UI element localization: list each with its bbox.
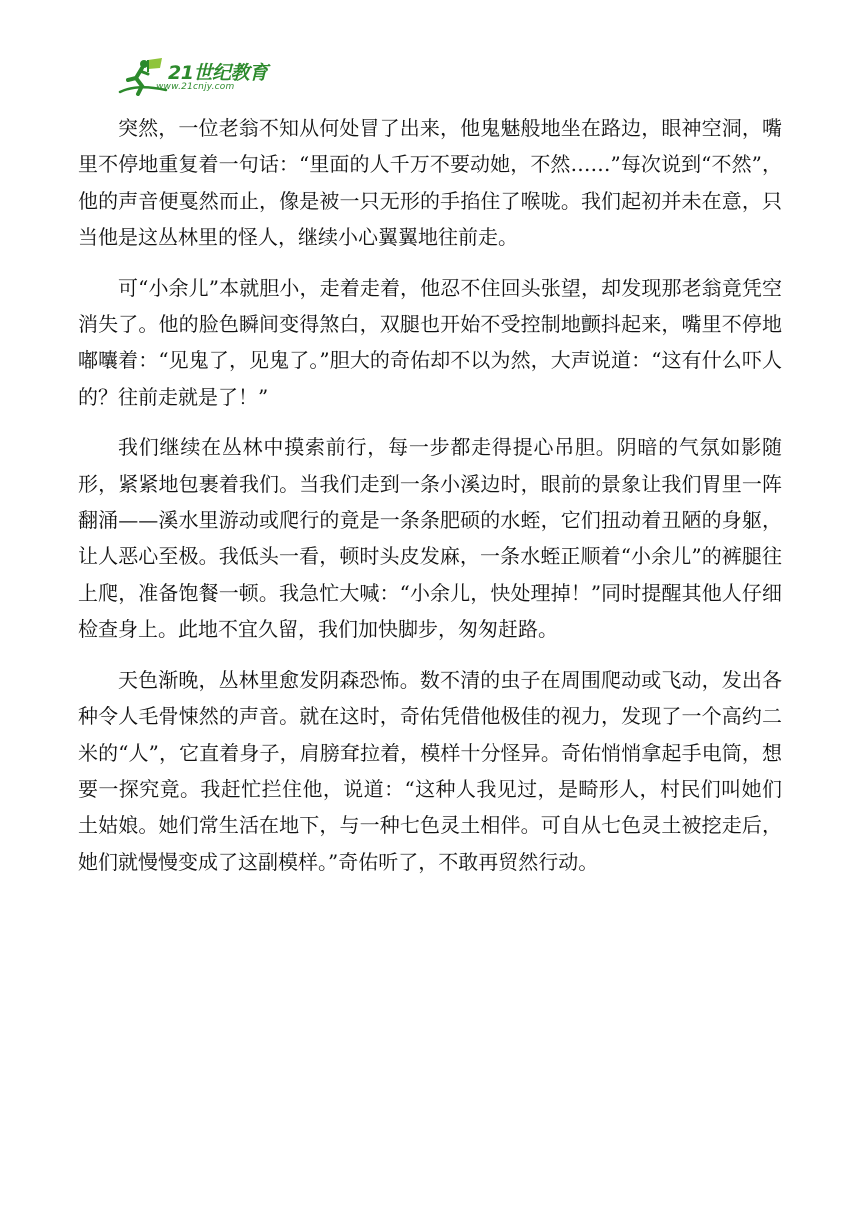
- logo-title: 21世纪教育: [168, 62, 268, 84]
- logo-url: www.21cnjy.com: [156, 82, 235, 92]
- paragraph: 天色渐晚，丛林里愈发阴森恐怖。数不清的虫子在周围爬动或飞动，发出各种令人毛骨悚然的声音。就在这时，奇佑凭借他极佳的视力，发现了一个高约二米的“人”，它直着身子，肩膀耷拉着，模样十分怪异。奇佑悄悄拿起手电筒，想要一探究竟。我赶忙拦住他，说道：“这种人我见过，是畸形人，村民们叫她们土姑娘。她们常生活在地下，与一种七色灵土相伴。可自从七色灵土被挖走后，她们就慢慢变成了这副模样。”奇佑听了，不敢再贸然行动。: [78, 667, 782, 874]
- article-body: [78, 110, 782, 894]
- paragraph: 突然，一位老翁不知从何处冒了出来，他鬼魅般地坐在路边，眼神空洞，嘴里不停地重复着一句话：“里面的人千万不要动她，不然……”每次说到“不然”，他的声音便戛然而止，像是被一只无形的手掐住了喉咙。我们起初并未在意，只当他是这丛林里的怪人，继续小心翼翼地往前走。: [78, 116, 782, 250]
- paragraph: 可“小余儿”本就胆小，走着走着，他忍不住回头张望，却发现那老翁竟凭空消失了。他的脸色瞬间变得煞白，双腿也开始不受控制地颤抖起来，嘴里不停地嘟囔着：“见鬼了，见鬼了。”胆大的奇佑却不以为然，大声说道：“这有什么吓人的？往前走就是了！”: [78, 275, 782, 409]
- paragraph: 我们继续在丛林中摸索前行，每一步都走得提心吊胆。阴暗的气氛如影随形，紧紧地包裹着我们。当我们走到一条小溪边时，眼前的景象让我们胃里一阵翻涌——溪水里游动或爬行的竟是一条条肥硕的水蛭，它们扭动着丑陋的身躯，让人恶心至极。我低头一看，顿时头皮发麻，一条水蛭正顺着“小余儿”的裤腿往上爬，准备饱餐一顿。我急忙大喊：“小余儿，快处理掉！”同时提醒其他人仔细检查身上。此地不宜久留，我们加快脚步，匆匆赶路。: [78, 435, 782, 642]
- header-logo: [118, 56, 298, 98]
